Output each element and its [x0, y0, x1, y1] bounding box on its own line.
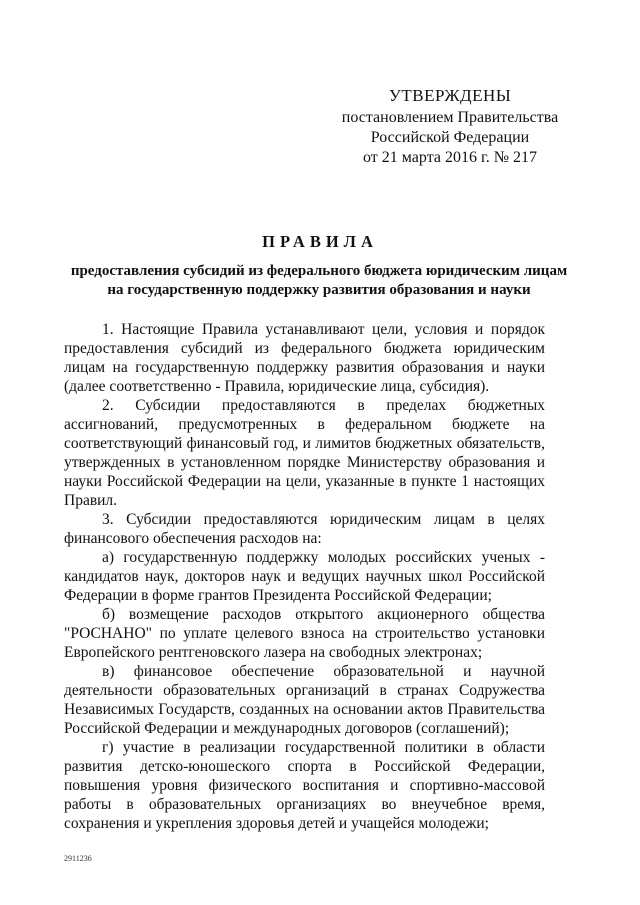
- paragraph-3c: в) финансовое обеспечение образовательной и научной деятельности образовательных организаций в странах Содружества Независимых Государств, созданных на основании актов Правительства Российской Федерации и международных договоров (соглашений);: [64, 663, 545, 737]
- approved-heading: УТВЕРЖДЕНЫ: [388, 86, 512, 105]
- paragraph-3b: б) возмещение расходов открытого акционерного общества "РОСНАНО" по уплате целевого взноса на строительство установки Европейского рентгеновского лазера на свободных электронах;: [64, 606, 545, 661]
- approval-line-2: Российской Федерации: [370, 129, 530, 146]
- paragraph-3d: г) участие в реализации государственной политики в области развития детско-юношеского спорта в Российской Федерации, повышения уровня физического воспитания и спортивно-массовой работы в образовательных организациях во внеучебное время, сохранения и укрепления здоровья детей и учащейся молодежи;: [64, 739, 545, 832]
- paragraph-1: 1. Настоящие Правила устанавливают цели, условия и порядок предоставления субсидий из федерального бюджета юридическим лицам на государственную поддержку развития образования и науки (далее соответственно - Правила, юридические лица, субсидия).: [64, 321, 545, 395]
- paragraph-3: 3. Субсидии предоставляются юридическим лицам в целях финансового обеспечения расходов на:: [64, 511, 545, 547]
- approval-line-3: от 21 марта 2016 г. № 217: [363, 149, 537, 166]
- paragraph-2: 2. Субсидии предоставляются в пределах бюджетных ассигнований, предусмотренных в федеральном бюджете на соответствующий финансовый год, и лимитов бюджетных обязательств, утвержденных в установленном порядке Министерству образования и науки Российской Федерации на цели, указанные в пункте 1 настоящих Правил.: [64, 397, 545, 509]
- approval-block: [330, 86, 570, 168]
- approval-line-1: постановлением Правительства: [341, 109, 559, 126]
- document-title: ПРАВИЛА: [262, 232, 378, 251]
- paragraph-3a: а) государственную поддержку молодых российских ученых - кандидатов наук, докторов наук и ведущих научных школ Российской Федерации в форме грантов Президента Российской Федерации;: [64, 549, 545, 604]
- document-subtitle: предоставления субсидий из федерального бюджета юридическим лицам на государственную поддержку развития образования и науки: [70, 263, 568, 298]
- document-code: 2911236: [64, 854, 92, 863]
- document-body: [64, 320, 545, 833]
